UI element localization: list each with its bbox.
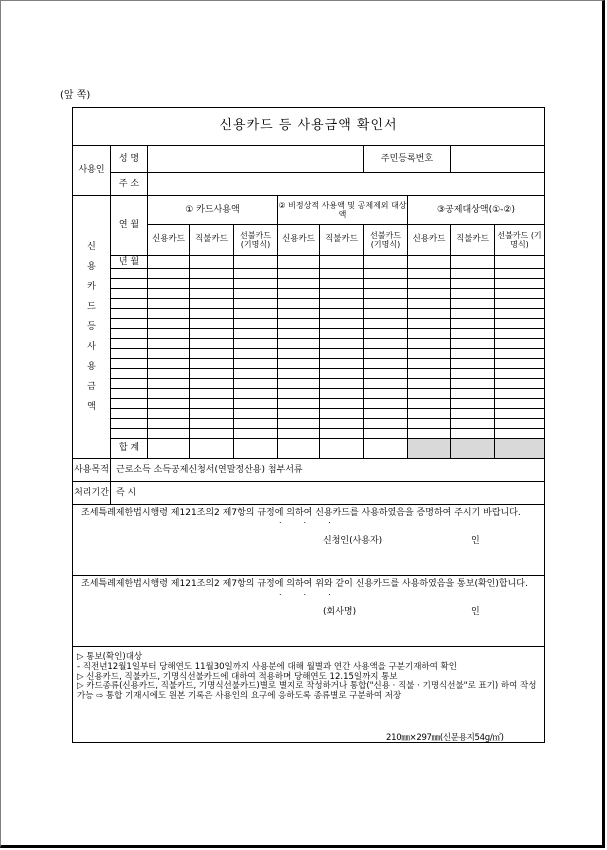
data-cell[interactable] <box>451 389 495 399</box>
data-cell[interactable] <box>451 269 495 279</box>
data-cell[interactable] <box>190 379 234 389</box>
data-cell[interactable] <box>364 389 408 399</box>
data-cell[interactable] <box>148 309 190 319</box>
total-cell[interactable] <box>364 439 408 459</box>
data-cell[interactable] <box>278 349 320 359</box>
data-cell[interactable] <box>408 256 451 269</box>
data-cell[interactable] <box>364 399 408 409</box>
data-cell[interactable] <box>495 399 545 409</box>
ym-cell[interactable] <box>111 369 148 379</box>
data-cell[interactable] <box>364 319 408 329</box>
data-cell[interactable] <box>320 319 364 329</box>
data-cell[interactable] <box>234 279 278 289</box>
debit-card-col: 직불카드 <box>190 225 234 256</box>
total-cell-shaded <box>495 439 545 459</box>
data-cell[interactable] <box>148 399 190 409</box>
data-cell[interactable] <box>278 289 320 299</box>
data-cell[interactable] <box>234 379 278 389</box>
data-cell[interactable] <box>408 339 451 349</box>
total-cell[interactable] <box>278 439 320 459</box>
period-value: 즉 시 <box>111 482 545 505</box>
data-cell[interactable] <box>234 409 278 419</box>
data-cell[interactable] <box>234 256 278 269</box>
table-row <box>73 339 545 349</box>
data-cell[interactable] <box>148 279 190 289</box>
data-cell[interactable] <box>320 409 364 419</box>
total-cell[interactable] <box>320 439 364 459</box>
data-cell[interactable] <box>148 429 190 439</box>
data-cell[interactable] <box>278 279 320 289</box>
total-cell[interactable] <box>148 439 190 459</box>
data-cell[interactable] <box>234 429 278 439</box>
data-cell[interactable] <box>495 359 545 369</box>
data-cell[interactable] <box>234 359 278 369</box>
data-cell[interactable] <box>495 369 545 379</box>
data-cell[interactable] <box>495 349 545 359</box>
data-cell[interactable] <box>190 269 234 279</box>
data-cell[interactable] <box>451 359 495 369</box>
data-cell[interactable] <box>148 349 190 359</box>
data-cell[interactable] <box>320 429 364 439</box>
data-cell[interactable] <box>320 299 364 309</box>
applicant-date-row <box>81 518 536 536</box>
table-row <box>73 329 545 339</box>
data-cell[interactable] <box>190 319 234 329</box>
data-cell[interactable] <box>408 349 451 359</box>
data-cell[interactable] <box>190 309 234 319</box>
ym-cell[interactable] <box>111 269 148 279</box>
year-month-label: 연 월 <box>111 196 148 256</box>
data-cell[interactable] <box>408 429 451 439</box>
deductible-header: ③공제대상액(①-②) <box>408 196 545 225</box>
data-cell[interactable] <box>320 256 364 269</box>
data-cell[interactable] <box>278 399 320 409</box>
total-cell-shaded <box>408 439 451 459</box>
data-cell[interactable] <box>408 369 451 379</box>
ym-row-label: 년 월 <box>111 256 148 269</box>
user-label: 사용인 <box>73 146 111 196</box>
data-cell[interactable] <box>495 419 545 429</box>
data-cell[interactable] <box>495 299 545 309</box>
data-cell[interactable] <box>451 369 495 379</box>
data-cell[interactable] <box>278 319 320 329</box>
form-title: 신용카드 등 사용금액 확인서 <box>73 108 545 146</box>
data-cell[interactable] <box>320 309 364 319</box>
data-cell[interactable] <box>451 279 495 289</box>
data-cell[interactable] <box>190 389 234 399</box>
data-cell[interactable] <box>190 359 234 369</box>
ym-cell[interactable] <box>111 289 148 299</box>
data-cell[interactable] <box>451 409 495 419</box>
total-cell[interactable] <box>190 439 234 459</box>
table-row <box>73 379 545 389</box>
data-cell[interactable] <box>364 419 408 429</box>
data-cell[interactable] <box>451 299 495 309</box>
data-cell[interactable] <box>364 256 408 269</box>
data-cell[interactable] <box>234 299 278 309</box>
data-cell[interactable] <box>148 379 190 389</box>
data-cell[interactable] <box>364 279 408 289</box>
data-cell[interactable] <box>190 429 234 439</box>
data-cell[interactable] <box>234 399 278 409</box>
data-cell[interactable] <box>234 369 278 379</box>
company-date-row <box>81 589 536 607</box>
table-row <box>73 359 545 369</box>
data-cell[interactable] <box>495 269 545 279</box>
data-cell[interactable] <box>234 319 278 329</box>
reg-number-field[interactable] <box>451 146 545 173</box>
company-seal[interactable]: 인 <box>471 607 480 618</box>
data-cell[interactable] <box>364 409 408 419</box>
data-cell[interactable] <box>234 339 278 349</box>
data-cell[interactable] <box>190 349 234 359</box>
data-cell[interactable] <box>278 419 320 429</box>
table-row <box>73 409 545 419</box>
table-row <box>73 299 545 309</box>
data-cell[interactable] <box>320 279 364 289</box>
data-cell[interactable] <box>408 409 451 419</box>
data-cell[interactable] <box>495 289 545 299</box>
credit-card-col: 신용카드 <box>278 225 320 256</box>
data-cell[interactable] <box>495 256 545 269</box>
data-cell[interactable] <box>320 329 364 339</box>
data-cell[interactable] <box>408 359 451 369</box>
data-cell[interactable] <box>278 309 320 319</box>
data-cell[interactable] <box>278 429 320 439</box>
data-cell[interactable] <box>190 279 234 289</box>
data-cell[interactable] <box>234 289 278 299</box>
purpose-value: 근로소득 소득공제신청서(연말정산용) 첨부서류 <box>111 459 545 482</box>
ym-cell[interactable] <box>111 309 148 319</box>
note-item: - 직전년12월1일부터 당해연도 11월30일까지 사용분에 대해 월별과 연간 사용액을 구분기재하여 확인 <box>77 661 457 672</box>
address-field[interactable] <box>148 173 545 196</box>
data-cell[interactable] <box>278 299 320 309</box>
data-cell[interactable] <box>320 419 364 429</box>
table-row <box>73 269 545 279</box>
request-text: 조세특례제한법시행령 제121조의2 제7항의 규정에 의하여 신용카드를 사용하였음을 증명하여 주시기 바랍니다. <box>81 508 521 518</box>
ym-cell[interactable] <box>111 359 148 369</box>
data-cell[interactable] <box>364 269 408 279</box>
data-cell[interactable] <box>148 299 190 309</box>
data-cell[interactable] <box>190 299 234 309</box>
data-cell[interactable] <box>278 339 320 349</box>
confirmation-form <box>72 107 545 743</box>
name-label: 성 명 <box>111 146 148 173</box>
table-row <box>73 369 545 379</box>
data-cell[interactable] <box>408 389 451 399</box>
ym-cell[interactable] <box>111 299 148 309</box>
data-cell[interactable] <box>148 319 190 329</box>
data-cell[interactable] <box>148 329 190 339</box>
data-cell[interactable] <box>320 289 364 299</box>
data-cell[interactable] <box>495 319 545 329</box>
data-cell[interactable] <box>364 289 408 299</box>
data-cell[interactable] <box>278 269 320 279</box>
debit-card-col: 직불카드 <box>451 225 495 256</box>
data-cell[interactable] <box>451 379 495 389</box>
note-item: ▷ 신용카드, 직불카드, 기명식선불카드에 대하여 적용하며 당해연도 12.15일까지 통보 <box>77 671 398 682</box>
date-placeholder: ... <box>279 516 353 526</box>
ym-cell[interactable] <box>111 279 148 289</box>
ym-cell[interactable] <box>111 329 148 339</box>
applicant-sign-row <box>81 536 536 554</box>
request-section <box>73 505 545 576</box>
data-cell[interactable] <box>148 256 190 269</box>
data-cell[interactable] <box>364 349 408 359</box>
data-cell[interactable] <box>451 349 495 359</box>
table-row <box>73 309 545 319</box>
data-cell[interactable] <box>278 369 320 379</box>
data-cell[interactable] <box>278 329 320 339</box>
data-cell[interactable] <box>451 319 495 329</box>
data-cell[interactable] <box>364 379 408 389</box>
credit-card-col: 신용카드 <box>408 225 451 256</box>
data-cell[interactable] <box>495 339 545 349</box>
ym-cell[interactable] <box>111 389 148 399</box>
ym-cell[interactable] <box>111 379 148 389</box>
data-cell[interactable] <box>320 339 364 349</box>
table-row <box>73 319 545 329</box>
data-cell[interactable] <box>451 309 495 319</box>
data-cell[interactable] <box>234 419 278 429</box>
data-cell[interactable] <box>495 389 545 399</box>
data-cell[interactable] <box>495 429 545 439</box>
data-cell[interactable] <box>408 289 451 299</box>
data-cell[interactable] <box>408 319 451 329</box>
data-cell[interactable] <box>190 369 234 379</box>
data-cell[interactable] <box>320 269 364 279</box>
data-cell[interactable] <box>234 349 278 359</box>
company-label: (회사명) <box>323 607 357 618</box>
table-row <box>73 399 545 409</box>
date-placeholder: ... <box>279 588 353 598</box>
paper-size-note: 210㎜×297㎜(신문용지54g/㎡) <box>386 733 504 743</box>
data-cell[interactable] <box>234 269 278 279</box>
amount-label <box>73 196 111 459</box>
data-cell[interactable] <box>190 409 234 419</box>
data-cell[interactable] <box>408 299 451 309</box>
data-cell[interactable] <box>148 419 190 429</box>
data-cell[interactable] <box>451 256 495 269</box>
data-cell[interactable] <box>364 329 408 339</box>
reg-number-label: 주민등록번호 <box>364 146 451 173</box>
data-cell[interactable] <box>364 359 408 369</box>
table-row <box>73 419 545 429</box>
data-cell[interactable] <box>451 339 495 349</box>
total-label: 합 계 <box>111 439 148 459</box>
data-cell[interactable] <box>278 256 320 269</box>
data-cell[interactable] <box>408 269 451 279</box>
data-cell[interactable] <box>148 289 190 299</box>
data-cell[interactable] <box>364 429 408 439</box>
amount-label-text: 신용카드등사용금액 <box>87 242 96 412</box>
data-cell[interactable] <box>495 329 545 339</box>
data-cell[interactable] <box>190 399 234 409</box>
data-cell[interactable] <box>451 429 495 439</box>
data-cell[interactable] <box>148 369 190 379</box>
data-cell[interactable] <box>278 359 320 369</box>
data-cell[interactable] <box>320 379 364 389</box>
table-row <box>73 429 545 439</box>
data-cell[interactable] <box>408 419 451 429</box>
data-cell[interactable] <box>408 399 451 409</box>
data-cell[interactable] <box>495 309 545 319</box>
data-cell[interactable] <box>190 339 234 349</box>
ym-cell[interactable] <box>111 339 148 349</box>
data-cell[interactable] <box>408 309 451 319</box>
data-cell[interactable] <box>320 349 364 359</box>
ym-cell[interactable] <box>111 349 148 359</box>
data-cell[interactable] <box>148 359 190 369</box>
data-cell[interactable] <box>364 339 408 349</box>
note-item: ▷ 통보(확인)대상 <box>77 652 143 662</box>
data-cell[interactable] <box>278 379 320 389</box>
data-cell[interactable] <box>451 399 495 409</box>
name-field[interactable] <box>148 146 364 173</box>
data-cell[interactable] <box>190 329 234 339</box>
data-cell[interactable] <box>364 309 408 319</box>
ym-cell[interactable] <box>111 419 148 429</box>
data-cell[interactable] <box>364 299 408 309</box>
data-cell[interactable] <box>408 329 451 339</box>
data-cell[interactable] <box>408 379 451 389</box>
card-usage-header: ① 카드사용액 <box>148 196 278 225</box>
excluded-header: ② 비정상적 사용액 및 공제제외 대상액 <box>278 196 408 225</box>
data-cell[interactable] <box>190 289 234 299</box>
data-cell[interactable] <box>408 279 451 289</box>
company-sign-row <box>81 607 536 625</box>
data-cell[interactable] <box>148 409 190 419</box>
data-cell[interactable] <box>148 389 190 399</box>
data-cell[interactable] <box>320 399 364 409</box>
ym-cell[interactable] <box>111 429 148 439</box>
data-cell[interactable] <box>278 389 320 399</box>
period-label: 처리기간 <box>73 482 111 505</box>
data-cell[interactable] <box>320 369 364 379</box>
credit-card-col: 신용카드 <box>148 225 190 256</box>
data-cell[interactable] <box>364 369 408 379</box>
applicant-seal[interactable]: 인 <box>471 536 480 547</box>
confirm-text: 조세특례제한법시행령 제121조의2 제7항의 규정에 의하여 위와 같이 신용카드를 사용하였음을 통보(확인)합니다. <box>81 579 528 589</box>
data-cell[interactable] <box>320 359 364 369</box>
ym-cell[interactable] <box>111 319 148 329</box>
confirm-section <box>73 576 545 647</box>
prepaid-card-col: 선불카드 (기명식) <box>364 225 408 256</box>
side-note: (앞 쪽) <box>60 90 91 101</box>
purpose-label: 사용목적 <box>73 459 111 482</box>
prepaid-card-col: 선불카드 (기명식) <box>234 225 278 256</box>
table-row <box>73 389 545 399</box>
data-cell[interactable] <box>190 419 234 429</box>
data-cell[interactable] <box>234 329 278 339</box>
ym-cell[interactable] <box>111 399 148 409</box>
total-cell-shaded <box>451 439 495 459</box>
data-cell[interactable] <box>234 309 278 319</box>
data-cell[interactable] <box>190 256 234 269</box>
ym-cell[interactable] <box>111 409 148 419</box>
note-item: ▷ 카드종류(신용카드, 직불카드, 기명식선불카드)별로 별지로 작성하거나 통합("신용 · 직불 · 기명식선불"로 표기) 하여 작성가능 ⇨ 통합 기재시에도 원본 기록은 사용인의 요구에 응하도록 종류별로 구분하여 저장 <box>77 681 537 702</box>
data-cell[interactable] <box>451 329 495 339</box>
notes-section <box>73 647 545 743</box>
data-cell[interactable] <box>234 389 278 399</box>
data-cell[interactable] <box>451 289 495 299</box>
data-cell[interactable] <box>320 389 364 399</box>
table-row <box>73 289 545 299</box>
data-cell[interactable] <box>148 269 190 279</box>
data-cell[interactable] <box>278 409 320 419</box>
data-cell[interactable] <box>148 339 190 349</box>
data-cell[interactable] <box>495 379 545 389</box>
applicant-label: 신청인(사용자) <box>323 536 383 547</box>
total-cell[interactable] <box>234 439 278 459</box>
prepaid-card-col: 선불카드 (기명식) <box>495 225 545 256</box>
data-cell[interactable] <box>495 409 545 419</box>
table-row <box>73 279 545 289</box>
data-cell[interactable] <box>451 419 495 429</box>
address-label: 주 소 <box>111 173 148 196</box>
table-row <box>73 349 545 359</box>
data-cell[interactable] <box>495 279 545 289</box>
debit-card-col: 직불카드 <box>320 225 364 256</box>
